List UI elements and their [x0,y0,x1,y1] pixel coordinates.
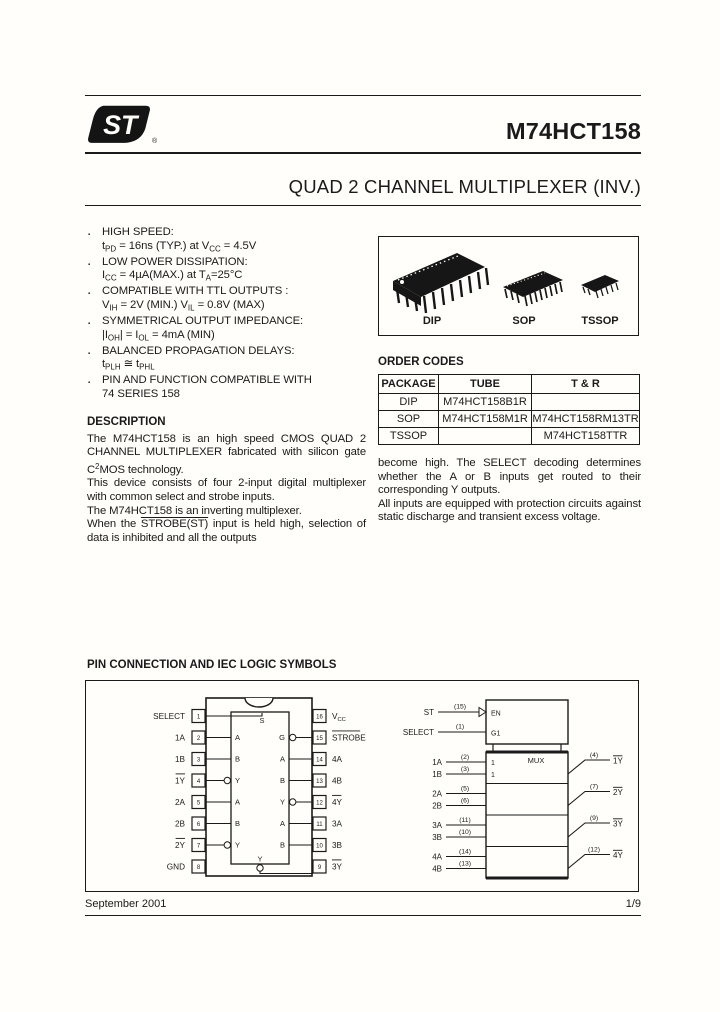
pin-label: $V_{CC}$ [332,711,346,724]
paragraph [378,457,641,498]
feature-head: PIN AND FUNCTION COMPATIBLE WITH [102,374,312,387]
pin-number: 2 [196,735,201,742]
inner-label: Y [235,776,241,786]
footer-rule [85,915,641,916]
inner-label: B [279,776,285,786]
order-codes-heading: ORDER CODES [378,356,464,368]
feature-head: BALANCED PROPAGATION DELAYS: [102,344,295,357]
description-heading: DESCRIPTION [87,416,166,428]
bullet-icon: ▪ [88,380,91,387]
polarity-triangle [479,708,486,717]
pin-number: (2) [460,753,470,761]
pin-number: (10) [458,828,472,836]
pin-section-heading: PIN CONNECTION AND IEC LOGIC SYMBOLS [87,659,337,671]
pin-number: 12 [316,800,323,807]
text-segment: = 4mA (MIN) [149,328,215,341]
inner-label: 1 [491,760,495,767]
select-wire [205,713,262,716]
feature-body [102,269,367,285]
feature-body [102,388,367,402]
pin-label: 4A [332,754,343,764]
output-label: 1Y [613,756,623,766]
bullet-icon: ▪ [88,232,91,238]
pin-number: (1) [455,723,465,731]
pin-number: (9) [589,815,599,822]
text-segment: |I [102,328,108,341]
pin-label: 1Y [174,776,185,786]
text-segment: = 2V (MIN.) V [117,298,188,311]
inner-label: A [279,819,285,829]
package-pictures-box [378,236,639,336]
text-segment: PHL [139,362,155,372]
text-segment: 2 [95,461,100,471]
signal-label: 4A [432,852,442,862]
text-segment: ≅ t [120,358,140,371]
dip-pinout-diagram [128,692,398,882]
text-segment: When the [87,518,141,531]
mux-label: MUX [527,756,545,765]
output-wire [568,823,610,837]
pin-number: (13) [458,860,472,868]
inner-label: Y [257,854,263,864]
page-title: QUAD 2 CHANNEL MULTIPLEXER (INV.) [288,176,641,197]
feature-head: SYMMETRICAL OUTPUT IMPEDANCE: [102,315,304,328]
pin-label: GND [166,862,185,872]
feature-list [87,226,367,402]
text-segment: A [205,273,211,283]
output-wire [568,855,610,869]
text-segment: PD [105,244,117,254]
text-segment: input is held high, selection of data is inhibited and all the outputs [87,518,366,544]
table-cell [439,428,532,445]
header-top-rule [85,95,641,96]
inner-label: A [279,754,285,764]
text-segment: IH [109,303,118,313]
paragraph [87,518,366,545]
feature-body [102,240,367,256]
feature-item [87,315,367,345]
feature-head: HIGH SPEED: [102,226,174,238]
pin-number: 3 [196,757,201,764]
pin-label: 3B [332,840,343,850]
pin-number: 14 [316,757,323,764]
sop-label: SOP [512,315,536,327]
description-right-column [378,457,641,525]
output-wire [568,792,610,806]
inner-label: G [279,733,285,743]
table-cell: M74HCT158M1R [439,411,532,428]
paragraph [378,498,641,525]
order-codes-table [378,374,640,445]
tssop-body [581,275,619,292]
pin-number: (14) [458,848,472,856]
inner-label: A [235,733,241,743]
text-segment: = 0.8V (MAX) [194,298,265,311]
bullet-icon: ▪ [88,350,91,357]
output-label: 4Y [613,851,623,860]
tssop-package-image [575,267,625,309]
inner-label: A [235,797,241,807]
table-cell: SOP [379,411,439,428]
text-segment: CC [209,244,221,254]
signal-label: ST [423,708,434,717]
inner-label: G1 [491,730,501,738]
text-segment: | = I [119,328,139,341]
feature-item [87,226,367,256]
pin-number: 10 [316,843,323,850]
table-cell [532,394,640,411]
feature-item [87,374,367,401]
text-segment: OH [107,333,120,343]
pin-number: 5 [196,800,201,807]
output-wire [568,760,610,774]
text-segment: All inputs are equipped with protection circuits against static discharge and transient excess voltage. [378,497,641,524]
output-label: 3Y [613,819,623,829]
pin-number: 7 [196,843,201,850]
feature-item [87,345,367,375]
text-segment: = 4.5V [220,239,257,252]
text-segment: I [102,269,106,282]
dip-package-image [387,245,502,325]
text-segment: This device consists of four 2-input digital multiplexer with common select and strobe inputs. [87,477,366,503]
column-header: TUBE [439,375,532,394]
st-logo [87,103,151,147]
paragraph [87,505,366,519]
pin-number: (11) [459,816,471,824]
title-bottom-rule [85,205,641,206]
inner-label: Y [235,840,241,850]
column-header: PACKAGE [379,375,439,394]
inner-label: B [235,819,241,829]
inversion-bubble [290,799,296,805]
text-segment: = 16ns (TYP.) at V [116,239,210,252]
text-segment: IL [187,303,195,313]
signal-label: 1A [432,758,442,767]
text-segment: =25°C [211,269,243,282]
pin-label: 4B [332,776,343,786]
table-cell: M74HCT158TTR [532,428,640,445]
pin-number: (7) [589,783,599,791]
text-segment: 74 SERIES 158 [102,388,180,401]
pin-number: 15 [316,735,323,742]
table-row [379,428,640,445]
text-segment: CC [105,273,117,283]
table-cell: TSSOP [379,428,439,445]
text-segment: The M74HCT158 is an high speed CMOS QUAD 2 CHANNEL MULTIPLEXER fabricated with silicon gate C [87,432,366,476]
pin-number: 16 [316,714,323,721]
pin-number: 9 [317,864,322,871]
pin-connection-box [85,680,639,892]
pin-number: 4 [196,778,201,785]
pin-label: 1A [174,733,185,743]
inner-label: Y [279,797,285,807]
bullet-icon: ▪ [88,261,91,268]
inversion-bubble [224,777,230,783]
text-segment: The M74HCT158 is an inverting multiplexer. [87,504,302,517]
dip-notch [245,698,273,707]
sop-package-image [495,259,575,319]
pin-number: 1 [196,714,201,721]
pin-label: SELECT [153,711,185,721]
signal-label: 3B [432,833,442,842]
feature-body [102,299,367,315]
pin-label: 3Y [332,862,343,872]
table-cell: M74HCT158B1R [439,394,532,411]
output-label: 2Y [613,788,623,797]
pin-label: 1B [174,754,185,764]
text-segment: t [102,239,106,252]
feature-head: COMPATIBLE WITH TTL OUTPUTS : [102,285,289,298]
text-segment: PLH [105,362,121,372]
pin-number: 11 [316,821,323,828]
table-row [379,411,640,428]
text-segment: = 4µA(MAX.) at T [116,269,206,282]
text-segment: OL [138,333,149,343]
signal-label: SELECT [402,728,434,737]
pin-number: (6) [460,797,470,805]
table-cell: M74HCT158RM13TR [532,411,640,428]
pin-number: (12) [587,846,601,854]
st-logo-text: ST [103,109,138,140]
description-left-column [87,416,366,545]
pin-label: 3A [332,819,343,829]
dip-pin1-dot [400,280,404,284]
text-segment: become high. The SELECT decoding determines whether the A or B inputs get routed to their corresponding Y outputs. [378,457,641,497]
inversion-bubble [290,734,296,740]
text-segment: MOS technology. [99,463,184,476]
table-header-row [379,375,640,394]
registered-mark: ® [152,138,158,145]
feature-item [87,285,367,315]
footer-page-number: 1/9 [625,898,641,910]
bullet-icon: ▪ [88,291,91,298]
bullet-icon: ▪ [88,321,91,328]
table-row [379,394,640,411]
inner-label-select: S [259,716,265,725]
inner-label: 1 [491,772,495,779]
paragraph [87,477,366,504]
paragraph [87,433,366,478]
column-header: T & R [532,375,640,394]
pin-number: 13 [316,778,323,785]
text-segment: t [102,358,106,371]
signal-label: 3A [432,821,442,830]
inner-label: B [279,840,285,850]
text-segment: V [102,298,110,311]
inversion-bubble [224,842,230,848]
header-bottom-rule [85,152,641,154]
feature-item [87,256,367,286]
feature-body [102,358,367,374]
signal-label: 2A [432,789,442,799]
inner-label: B [235,754,241,764]
pin-number: (5) [460,785,470,793]
footer-date: September 2001 [85,898,167,910]
pin-label: 4Y [332,797,343,807]
feature-body [102,329,367,345]
pin-label: 2B [174,819,185,829]
tssop-label: TSSOP [581,315,619,327]
pin-number: (3) [460,765,470,773]
signal-label: 2B [432,801,442,811]
pin-number: (4) [589,752,599,759]
inner-label: EN [491,710,501,718]
signal-label: 4B [432,864,442,874]
dip-label: DIP [422,315,442,327]
part-number: M74HCT158 [505,118,641,144]
pin-label: 2A [174,797,185,807]
pin-number: 6 [196,821,201,828]
inversion-bubble [257,865,263,871]
iec-logic-symbol-diagram [398,692,628,882]
table-cell: DIP [379,394,439,411]
pin-number: 8 [196,864,201,871]
feature-head: LOW POWER DISSIPATION: [102,255,248,268]
pin-number: (15) [453,703,467,711]
signal-label: 1B [432,770,442,779]
pin-label: 2Y [174,840,185,850]
wire [260,871,313,873]
text-segment: STROBE(ST) [140,518,209,531]
pin-label: STROBE [332,733,366,743]
